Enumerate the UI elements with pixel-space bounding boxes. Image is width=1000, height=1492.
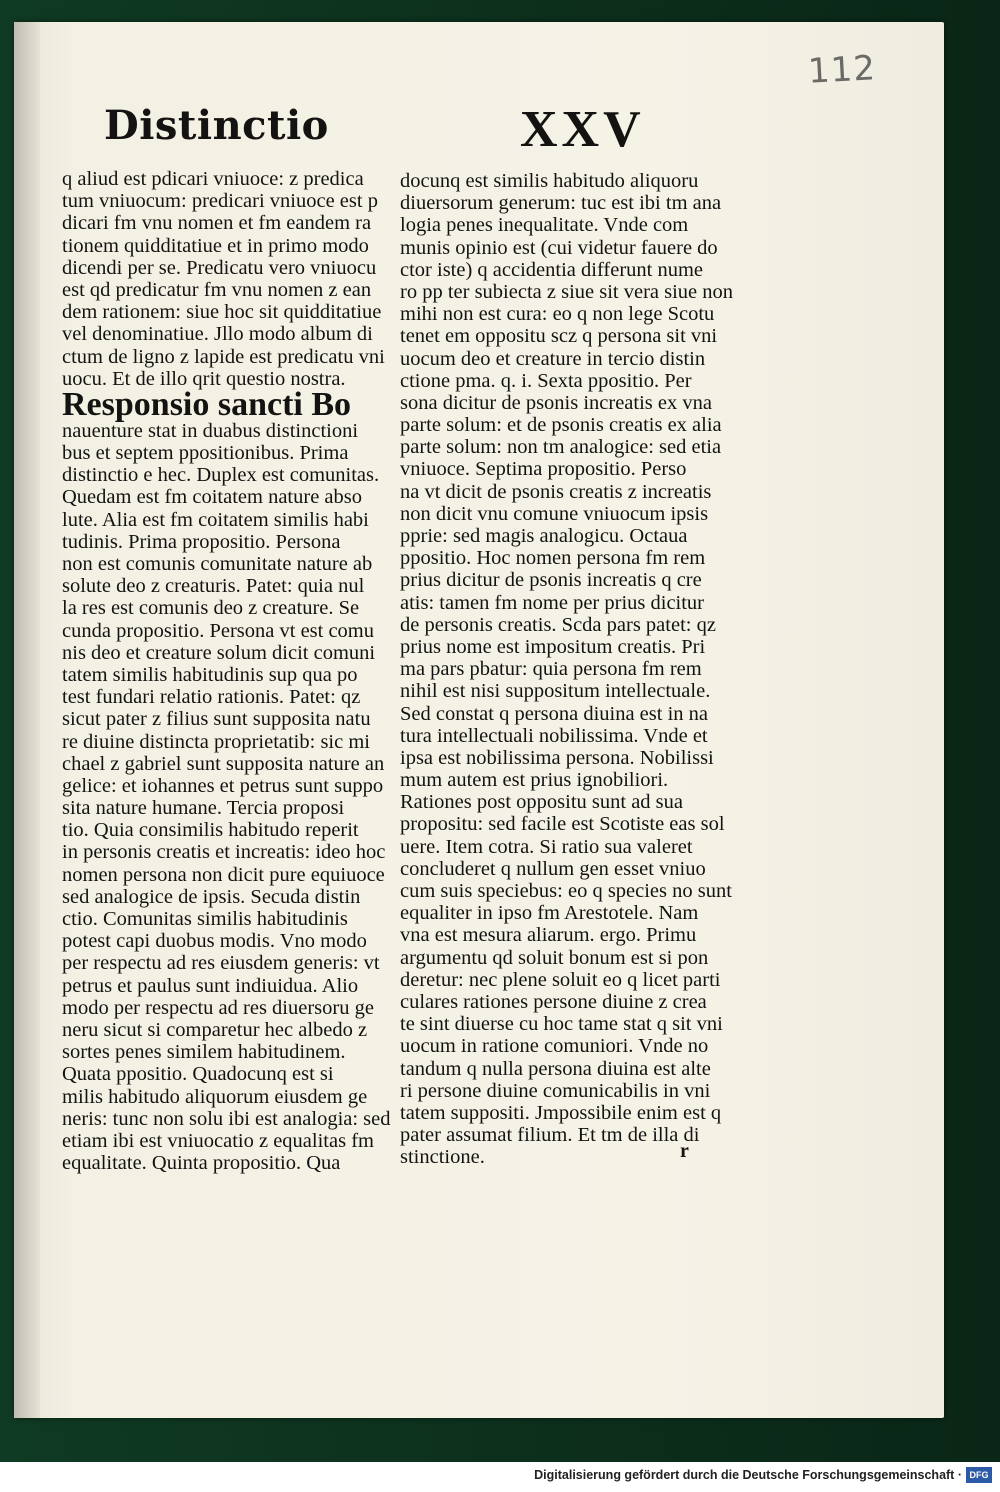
text-line: cunda propositio. Persona vt est comu	[62, 619, 375, 642]
text-line: ipsa est nobilissima persona. Nobilissi	[400, 746, 714, 769]
text-line: sicut pater z filius sunt supposita natu	[62, 708, 371, 731]
text-line: vel denominatiue. Jllo modo album di	[62, 323, 373, 346]
text-line: tio. Quia consimilis habitudo reperit	[62, 819, 359, 842]
text-line: Sed constat q persona diuina est in na	[400, 702, 709, 725]
text-line: nomen persona non dicit pure equiuoce	[62, 863, 385, 886]
text-line: dicendi per se. Predicatu vero vniuocu	[62, 256, 377, 279]
running-head-right: XXV	[520, 101, 645, 158]
text-line: uere. Item cotra. Si ratio sua valeret	[400, 835, 693, 858]
text-line: chael z gabriel sunt supposita nature an	[62, 752, 385, 775]
text-line: solute deo z creaturis. Patet: quia nul	[62, 575, 365, 598]
page-gutter	[14, 22, 40, 1418]
text-line: munis opinio est (cui videtur fauere do	[400, 236, 718, 259]
text-line: lute. Alia est fm coitatem similis habi	[62, 508, 369, 531]
text-line: parte solum: non tm analogice: sed etia	[400, 436, 722, 459]
text-line: sita nature humane. Tercia proposi	[62, 797, 345, 820]
text-line: deretur: nec plene soluit eo q licet parti	[400, 968, 721, 991]
text-line: parte solum: et de psonis creatis ex alia	[400, 414, 722, 437]
text-line: sona dicitur de psonis increatis ex vna	[400, 391, 712, 414]
text-line: te sint diuerse cu hoc tame stat q sit vni	[400, 1013, 723, 1036]
text-line: na vt dicit de psonis creatis z increatis	[400, 480, 712, 503]
text-line: docunq est similis habitudo aliquoru	[400, 170, 699, 192]
text-line: cum suis speciebus: eo q species no sunt	[400, 880, 732, 902]
text-line: distinctio e hec. Duplex est comunitas.	[62, 464, 380, 487]
text-line: diuersorum generum: tuc est ibi tm ana	[400, 192, 722, 215]
text-column-left	[62, 168, 391, 1174]
text-line: re diuine distincta proprietatib: sic mi	[62, 730, 370, 753]
text-line: logia penes inequalitate. Vnde com	[400, 214, 689, 237]
text-line: neru sicut si comparetur hec albedo z	[62, 1018, 368, 1041]
text-line: tenet em oppositu scz q persona sit vni	[400, 325, 718, 348]
text-line: concluderet q nullum gen esset vniuo	[400, 857, 706, 880]
text-line: ctum de ligno z lapide est predicatu vni	[62, 345, 385, 368]
text-line: vna est mesura aliarum. ergo. Primu	[400, 924, 697, 947]
text-line: ctione pma. q. i. Sexta ppositio. Per	[400, 369, 692, 392]
text-line: milis habitudo aliquorum eiusdem ge	[62, 1085, 368, 1108]
text-line: sortes penes similem habitudinem.	[62, 1041, 346, 1064]
footer-bar	[0, 1462, 1000, 1492]
text-line: mihi non est cura: eo q non lege Scotu	[400, 303, 715, 326]
text-line: la res est comunis deo z creature. Se	[62, 597, 360, 620]
text-line: prius nome est impositum creatis. Pri	[400, 635, 706, 658]
text-line: tandum q nulla persona diuina est alte	[400, 1057, 711, 1080]
text-line: petrus et paulus sunt indiuidua. Alio	[62, 974, 359, 997]
text-line: culares rationes persone diuine z crea	[400, 990, 707, 1013]
text-line: ppositio. Hoc nomen persona fm rem	[400, 547, 706, 570]
text-line: ri persone diuine comunicabilis in vni	[400, 1079, 711, 1102]
text-line: argumentu qd soluit bonum est si pon	[400, 946, 709, 969]
folio-number: 112	[806, 48, 877, 92]
text-line: pprie: sed magis analogicu. Octaua	[400, 525, 688, 547]
text-line: propositu: sed facile est Scotiste eas sol	[400, 813, 725, 836]
text-line: uocum in ratione comuniori. Vnde no	[400, 1035, 709, 1058]
text-line: pater assumat filium. Et tm de illa di	[400, 1124, 700, 1147]
text-line: ro pp ter subiecta z siue sit vera siue non	[400, 280, 734, 303]
text-line: Responsio sancti Bo	[62, 385, 352, 423]
text-line: q aliud est pdicari vniuoce: z predica	[62, 168, 364, 190]
text-line: Rationes post oppositu sunt ad sua	[400, 791, 684, 814]
text-line: Quata ppositio. Quadocunq est si	[62, 1063, 334, 1086]
text-line: equaliter in ipso fm Arestotele. Nam	[400, 902, 699, 925]
dfg-logo-icon: DFG	[966, 1467, 992, 1483]
text-line: gelice: et iohannes et petrus sunt suppo	[62, 774, 384, 797]
text-line: dem rationem: siue hoc sit quidditatiue	[62, 301, 382, 324]
text-line: equalitate. Quinta propositio. Qua	[62, 1152, 341, 1175]
text-line: nihil est nisi suppositum intellectuale.	[400, 680, 711, 703]
text-line: uocu. Et de illo qrit questio nostra.	[62, 367, 346, 390]
text-line: Quedam est fm coitatem nature abso	[62, 486, 362, 509]
text-line: nauenture stat in duabus distinctioni	[62, 419, 359, 442]
text-line: non dicit vnu comune vniuocum ipsis	[400, 502, 709, 525]
text-line: de personis creatis. Scda pars patet: qz	[400, 613, 716, 636]
signature-mark: r	[680, 1140, 689, 1162]
text-line: etiam ibi est vniuocatio z equalitas fm	[62, 1129, 374, 1152]
text-line: tionem quidditatiue et in primo modo	[62, 234, 369, 257]
text-line: non est comunis comunitate nature ab	[62, 553, 373, 575]
text-line: prius dicitur de psonis increatis q cre	[400, 569, 702, 592]
text-line: tura intellectuali nobilissima. Vnde et	[400, 724, 708, 747]
text-line: vniuoce. Septima propositio. Perso	[400, 458, 687, 481]
text-line: dicari fm vnu nomen et fm eandem ra	[62, 212, 372, 235]
text-line: tum vniuocum: predicari vniuoce est p	[62, 190, 378, 213]
text-line: tatem similis habitudinis sup qua po	[62, 663, 358, 686]
text-line: potest capi duobus modis. Vno modo	[62, 930, 367, 953]
text-line: ctor iste) q accidentia differunt nume	[400, 258, 704, 281]
text-line: atis: tamen fm nome per prius dicitur	[400, 591, 705, 614]
text-line: uocum deo et creature in tercio distin	[400, 347, 706, 370]
text-line: bus et septem ppositionibus. Prima	[62, 442, 349, 465]
text-line: est qd predicatur fm vnu nomen z ean	[62, 278, 372, 301]
text-line: test fundari relatio rationis. Patet: qz	[62, 686, 361, 709]
text-line: per respectu ad res eiusdem generis: vt	[62, 952, 380, 975]
text-line: stinctione.	[400, 1146, 485, 1169]
text-line: modo per respectu ad res diuersoru ge	[62, 996, 374, 1019]
footer-credit: Digitalisierung gefördert durch die Deutsche Forschungsgemeinschaft ·	[534, 1468, 962, 1482]
text-column-right	[400, 170, 733, 1168]
text-line: neris: tunc non solu ibi est analogia: sed	[62, 1107, 391, 1130]
text-line: in personis creatis et increatis: ideo hoc	[62, 841, 386, 864]
text-line: ma pars pbatur: quia persona fm rem	[400, 658, 702, 681]
text-line: nis deo et creature solum dicit comuni	[62, 641, 376, 664]
text-line: mum autem est prius ignobiliori.	[400, 769, 669, 792]
text-line: tatem suppositi. Jmpossibile enim est q	[400, 1101, 722, 1124]
text-line: ctio. Comunitas similis habitudinis	[62, 908, 348, 930]
text-line: tudinis. Prima propositio. Persona	[62, 530, 341, 553]
text-line: sed analogice de ipsis. Secuda distin	[62, 885, 361, 908]
running-head-left: Distinctio	[104, 102, 329, 149]
